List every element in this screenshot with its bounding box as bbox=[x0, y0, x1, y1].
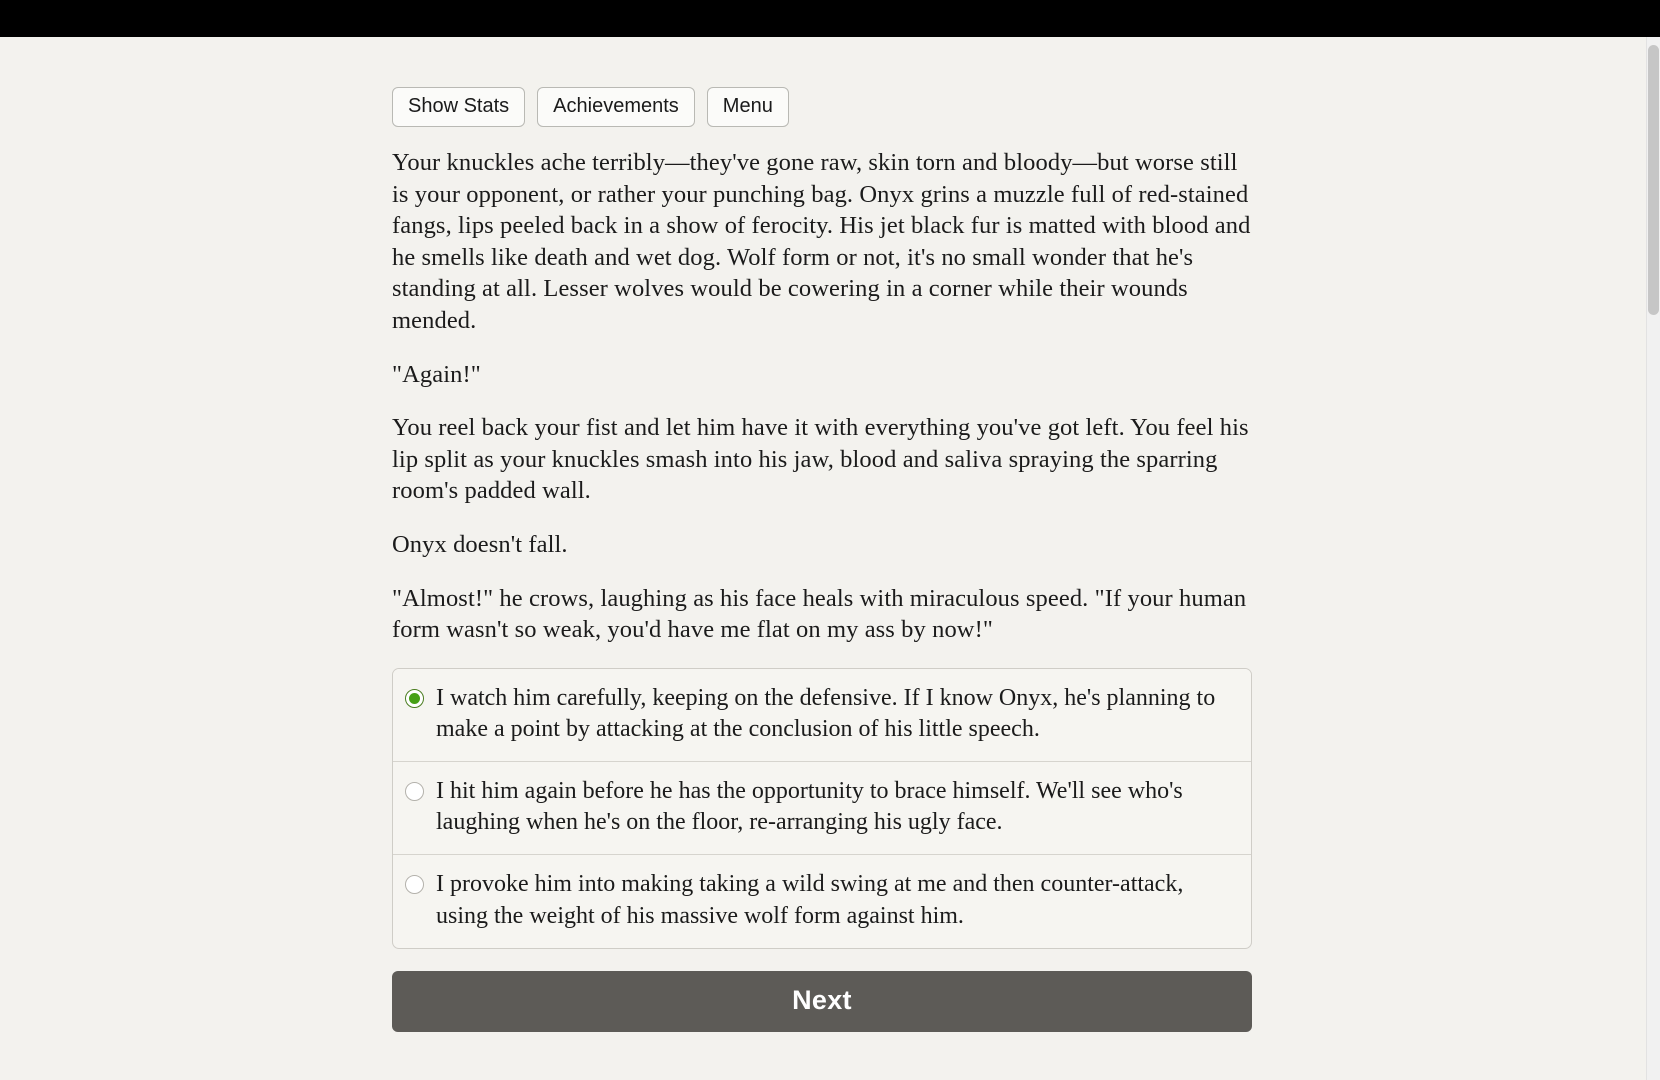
choice-option-1[interactable] bbox=[393, 669, 1251, 762]
browser-top-bar bbox=[0, 0, 1660, 37]
radio-selected-icon[interactable] bbox=[405, 689, 424, 708]
choice-option-3[interactable] bbox=[393, 855, 1251, 947]
game-content-column bbox=[392, 37, 1252, 1032]
story-paragraph: You reel back your fist and let him have it with everything you've got left. You feel his lip split as your knuckles smash into his jaw, blood and saliva spraying the sparring room's padded wall. bbox=[392, 414, 1249, 505]
story-paragraph: Onyx doesn't fall. bbox=[392, 530, 568, 558]
story-paragraph: "Almost!" he crows, laughing as his face heals with miraculous speed. "If your human form wasn't so weak, you'd have me flat on my ass by now!" bbox=[392, 584, 1247, 644]
choice-option-2[interactable] bbox=[393, 762, 1251, 855]
menu-button[interactable]: Menu bbox=[707, 87, 789, 127]
story-paragraph: "Again!" bbox=[392, 360, 481, 388]
achievements-button[interactable]: Achievements bbox=[537, 87, 695, 127]
choice-list bbox=[392, 668, 1252, 949]
radio-icon[interactable] bbox=[405, 875, 424, 894]
choice-label: I provoke him into making taking a wild swing at me and then counter-attack, using the weight of his massive wolf form against him. bbox=[436, 871, 1184, 929]
game-toolbar bbox=[392, 37, 1252, 137]
story-paragraph: Your knuckles ache terribly—they've gone raw, skin torn and bloody—but worse still is your opponent, or rather your punching bag. Onyx grins a muzzle full of red-stained fangs, lips peeled back in a show of ferocity. His jet black fur is matted with blood and he smells like death and wet dog. Wolf form or not, it's no small wonder that he's standing at all. Lesser wolves would be cowering in a corner while their wounds mended. bbox=[392, 149, 1251, 334]
choice-label: I hit him again before he has the opportunity to brace himself. We'll see who's laughing when he's on the floor, re-arranging his ugly face. bbox=[436, 778, 1183, 836]
next-button[interactable]: Next bbox=[392, 971, 1252, 1032]
radio-icon[interactable] bbox=[405, 782, 424, 801]
choice-label: I watch him carefully, keeping on the defensive. If I know Onyx, he's planning to make a point by attacking at the conclusion of his little speech. bbox=[436, 684, 1216, 742]
game-page bbox=[0, 37, 1647, 1080]
page-scrollbar[interactable] bbox=[1646, 37, 1660, 1080]
story-text bbox=[392, 147, 1252, 646]
scrollbar-thumb[interactable] bbox=[1648, 45, 1659, 315]
show-stats-button[interactable]: Show Stats bbox=[392, 87, 525, 127]
